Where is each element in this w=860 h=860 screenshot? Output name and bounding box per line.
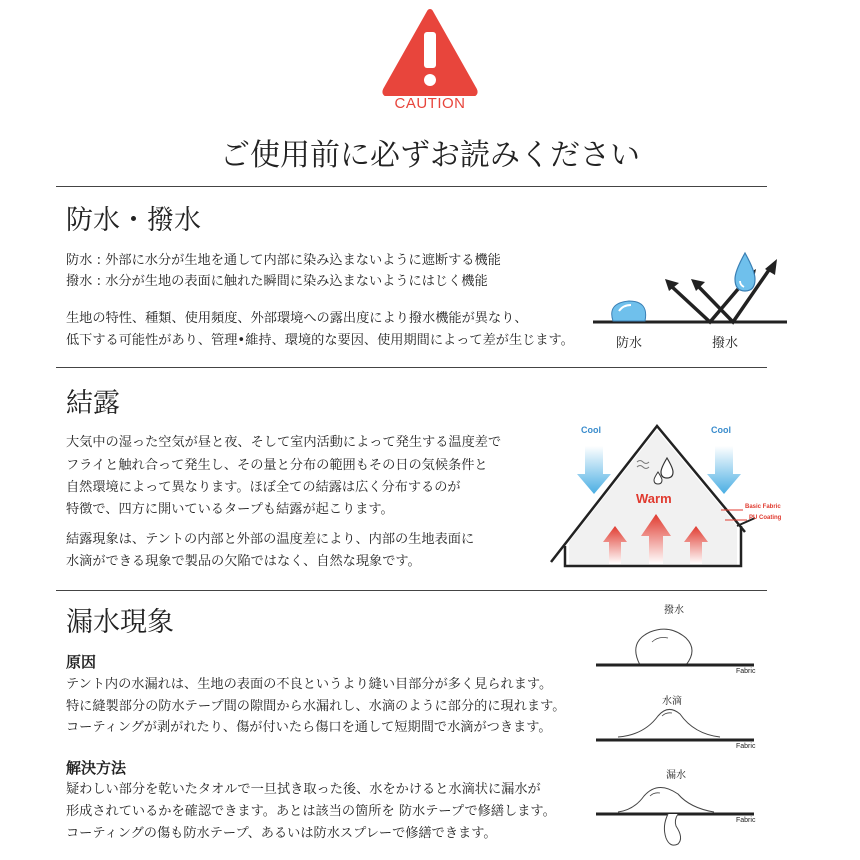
caution-triangle-icon — [380, 6, 480, 96]
waterproof-note-line: 低下する可能性があり、管理•維持、環境的な要因、使用期間によって差が生じます。 — [66, 333, 574, 348]
cause-heading: 原因 — [66, 653, 97, 671]
condensation-line: 自然環境によって異なります。ほぼ全ての結露は広く分布するのが — [66, 480, 461, 495]
solution-line: 疑わしい部分を乾いたタオルで一旦拭き取った後、水をかけると水滴状に漏水が — [66, 782, 541, 797]
condensation-line: 特徴で、四方に開いているタープも結露が起こります。 — [66, 502, 394, 517]
section-title-waterproof: 防水・撥水 — [66, 205, 201, 236]
condensation-line: 水滴ができる現象で製品の欠陥ではなく、自然な現象です。 — [66, 554, 421, 569]
label-cool-right: Cool — [711, 425, 731, 435]
section-title-leak: 漏水現象 — [66, 607, 174, 638]
fabric-label: Fabric — [736, 743, 756, 750]
water-drop-icon — [735, 253, 755, 291]
caution-label: CAUTION — [394, 95, 466, 112]
section-divider — [56, 186, 767, 187]
leak-diagram-label: 水滴 — [662, 696, 682, 707]
fabric-label: Fabric — [736, 817, 756, 824]
definition-waterproof: 防水 : 外部に水分が生地を通して内部に染み込まないように遮断する機能 — [66, 253, 501, 268]
condensation-line: 結露現象は、テントの内部と外部の温度差により、内部の生地表面に — [66, 532, 475, 547]
diagram-label-waterproof: 防水 — [616, 336, 643, 351]
solution-line: 形成されているかを確認できます。あとは該当の箇所を 防水テープで修繕します。 — [66, 804, 556, 819]
water-drop-icon — [612, 301, 646, 321]
cause-line: テント内の水漏れは、生地の表面の不良というより縫い目部分が多く見られます。 — [66, 677, 553, 692]
waterproof-note-line: 生地の特性、種類、使用頻度、外部環境への露出度により撥水機能が異なり、 — [66, 311, 528, 326]
section-divider — [56, 590, 767, 591]
leak-drop-icon — [664, 814, 680, 845]
cool-arrow-icon — [577, 446, 611, 494]
fabric-label: Fabric — [736, 668, 756, 675]
cool-arrow-icon — [707, 446, 741, 494]
solution-line: コーティングの傷も防水テープ、あるいは防水スプレーで修繕できます。 — [66, 826, 497, 841]
cause-line: 特に縫製部分の防水テープ間の隙間から水漏れし、水滴のように部分的に現れます。 — [66, 699, 566, 714]
definition-repellent: 撥水 : 水分が生地の表面に触れた瞬間に染み込まないようにはじく機能 — [66, 274, 488, 289]
label-warm: Warm — [636, 491, 672, 506]
condensation-line: 大気中の湿った空気が昼と夜、そして室内活動によって発生する温度差で — [66, 435, 502, 450]
page-title: ご使用前に必ずお読みください — [220, 138, 640, 173]
section-divider — [56, 367, 767, 368]
label-pu-coating: PU Coating — [749, 515, 782, 521]
label-basic-fabric: Basic Fabric — [745, 504, 781, 510]
leak-diagram-label: 撥水 — [664, 605, 684, 616]
label-cool-left: Cool — [581, 425, 601, 435]
solution-heading: 解決方法 — [66, 759, 127, 777]
cause-line: コーティングが剥がれたり、傷が付いたら傷口を通して短期間で水滴がつきます。 — [66, 720, 552, 735]
section-title-condensation: 結露 — [66, 388, 120, 419]
condensation-line: フライと触れ合って発生し、その量と分布の範囲もその日の気候条件と — [66, 458, 488, 473]
leak-diagram-label: 漏水 — [666, 770, 686, 781]
diagram-label-repellent: 撥水 — [712, 336, 739, 351]
